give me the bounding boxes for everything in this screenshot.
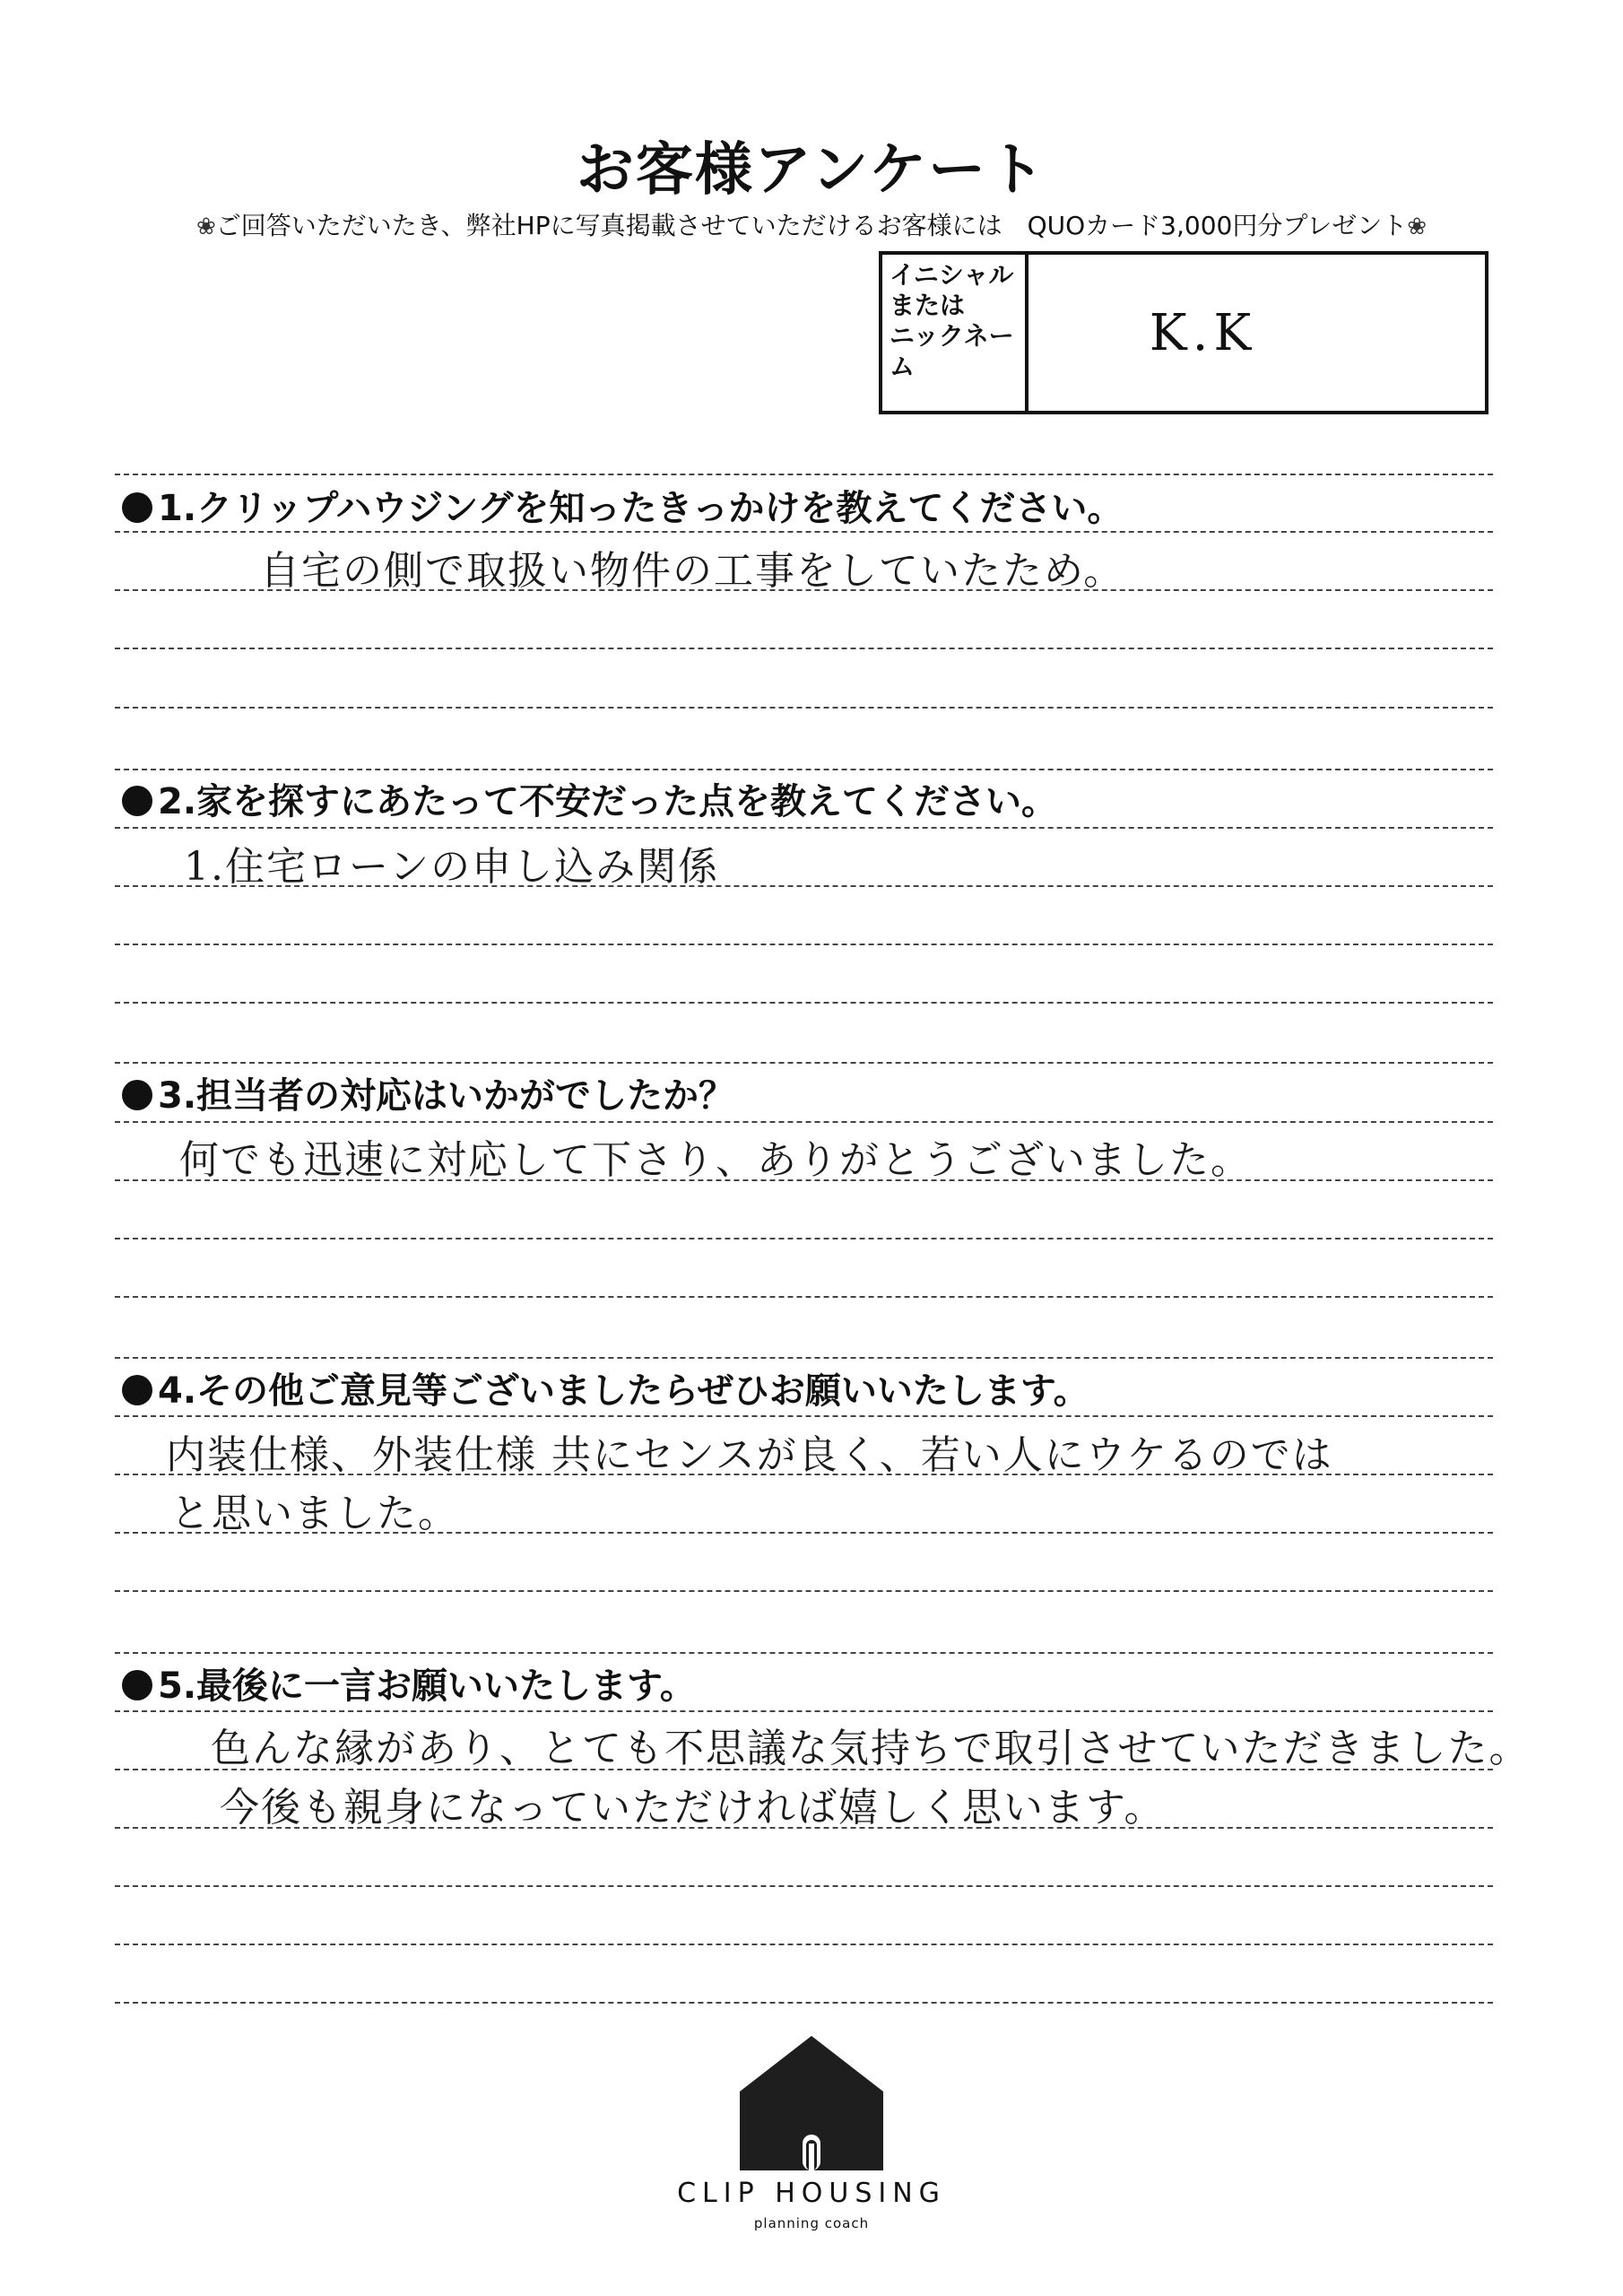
clip-housing-logo [646, 2036, 977, 2233]
divider-line [115, 2002, 1493, 2004]
bullet-icon [122, 492, 152, 523]
divider-line [115, 1415, 1493, 1417]
divider-line [115, 1238, 1493, 1239]
bullet-icon [122, 1670, 152, 1700]
divider-line [115, 1357, 1493, 1359]
page-title: お客様アンケート [576, 137, 1047, 204]
question-text: 3.担当者の対応はいかがでしたか？ [158, 1075, 735, 1117]
name-label-line: または [890, 291, 966, 320]
divider-line [115, 589, 1493, 591]
divider-line [115, 1474, 1493, 1475]
divider-line [115, 1121, 1493, 1123]
divider-line [115, 1179, 1493, 1181]
question-4-heading [122, 1362, 1089, 1413]
name-label-line: ム [890, 352, 916, 381]
divider-line [115, 1827, 1493, 1829]
divider-line [115, 707, 1493, 709]
house-icon [740, 2036, 883, 2170]
divider-line [115, 1002, 1493, 1004]
name-label [882, 255, 1028, 411]
divider-line [115, 1944, 1493, 1945]
answer-4-line-2: と思いました。 [170, 1491, 459, 1536]
question-text: 5.最後に一言お願いいたします。 [158, 1665, 696, 1707]
bullet-icon [122, 786, 152, 816]
question-1-heading [122, 480, 1123, 531]
divider-line [115, 531, 1493, 533]
question-text: 2.家を探すにあたって不安だった点を教えてください。 [158, 781, 1058, 822]
divider-line [115, 1532, 1493, 1534]
answer-3-line-1: 何でも迅速に対応して下さり、ありがとうございました。 [179, 1137, 1252, 1183]
bullet-icon [122, 1375, 152, 1405]
divider-line [115, 1769, 1493, 1770]
name-value: K.K [1149, 303, 1257, 362]
divider-line [115, 827, 1493, 829]
question-text: 1.クリップハウジングを知ったきっかけを教えてください。 [158, 488, 1124, 529]
divider-line [115, 1652, 1493, 1654]
name-label-line: ニックネー [890, 321, 1014, 351]
question-3-heading [122, 1067, 734, 1118]
answer-5-line-2: 今後も親身になっていただければ嬉しく思います。 [220, 1785, 1166, 1831]
answer-1-line-1: 自宅の側で取扱い物件の工事をしていたため。 [260, 548, 1125, 594]
name-box [879, 251, 1488, 414]
divider-line [115, 1590, 1493, 1592]
answer-2-line-1: 1.住宅ローンの申し込み関係 [184, 844, 720, 890]
divider-line [115, 1710, 1493, 1712]
divider-line [115, 648, 1493, 649]
divider-line [115, 474, 1493, 475]
question-text: 4.その他ご意見等ございましたらぜひお願いいたします。 [158, 1370, 1089, 1412]
divider-line [115, 769, 1493, 770]
answer-4-line-1: 内装仕様、外装仕様 共にセンスが良く、若い人にウケるのでは [166, 1432, 1333, 1478]
subtitle-text: ご回答いただいたき、弊社HPに写真掲載させていただけるお客様には QUOカード3,000円分プレゼント [215, 211, 1408, 240]
page-subtitle [0, 206, 1623, 242]
answer-5-line-1: 色んな縁があり、とても不思議な気持ちで取引させていただきました。 [211, 1726, 1531, 1771]
bullet-icon [122, 1080, 152, 1110]
name-label-line: イニシャル [890, 260, 1014, 290]
divider-line [115, 1296, 1493, 1298]
question-5-heading [122, 1657, 696, 1709]
logo-tagline: planning coach [753, 2215, 870, 2231]
flower-icon: ❀ [195, 213, 216, 240]
divider-line [115, 1885, 1493, 1887]
divider-line [115, 1062, 1493, 1064]
divider-line [115, 885, 1493, 887]
logo-name: CLIP HOUSING [677, 2178, 946, 2209]
question-2-heading [122, 773, 1057, 824]
divider-line [115, 944, 1493, 945]
flower-icon: ❀ [1407, 213, 1428, 240]
